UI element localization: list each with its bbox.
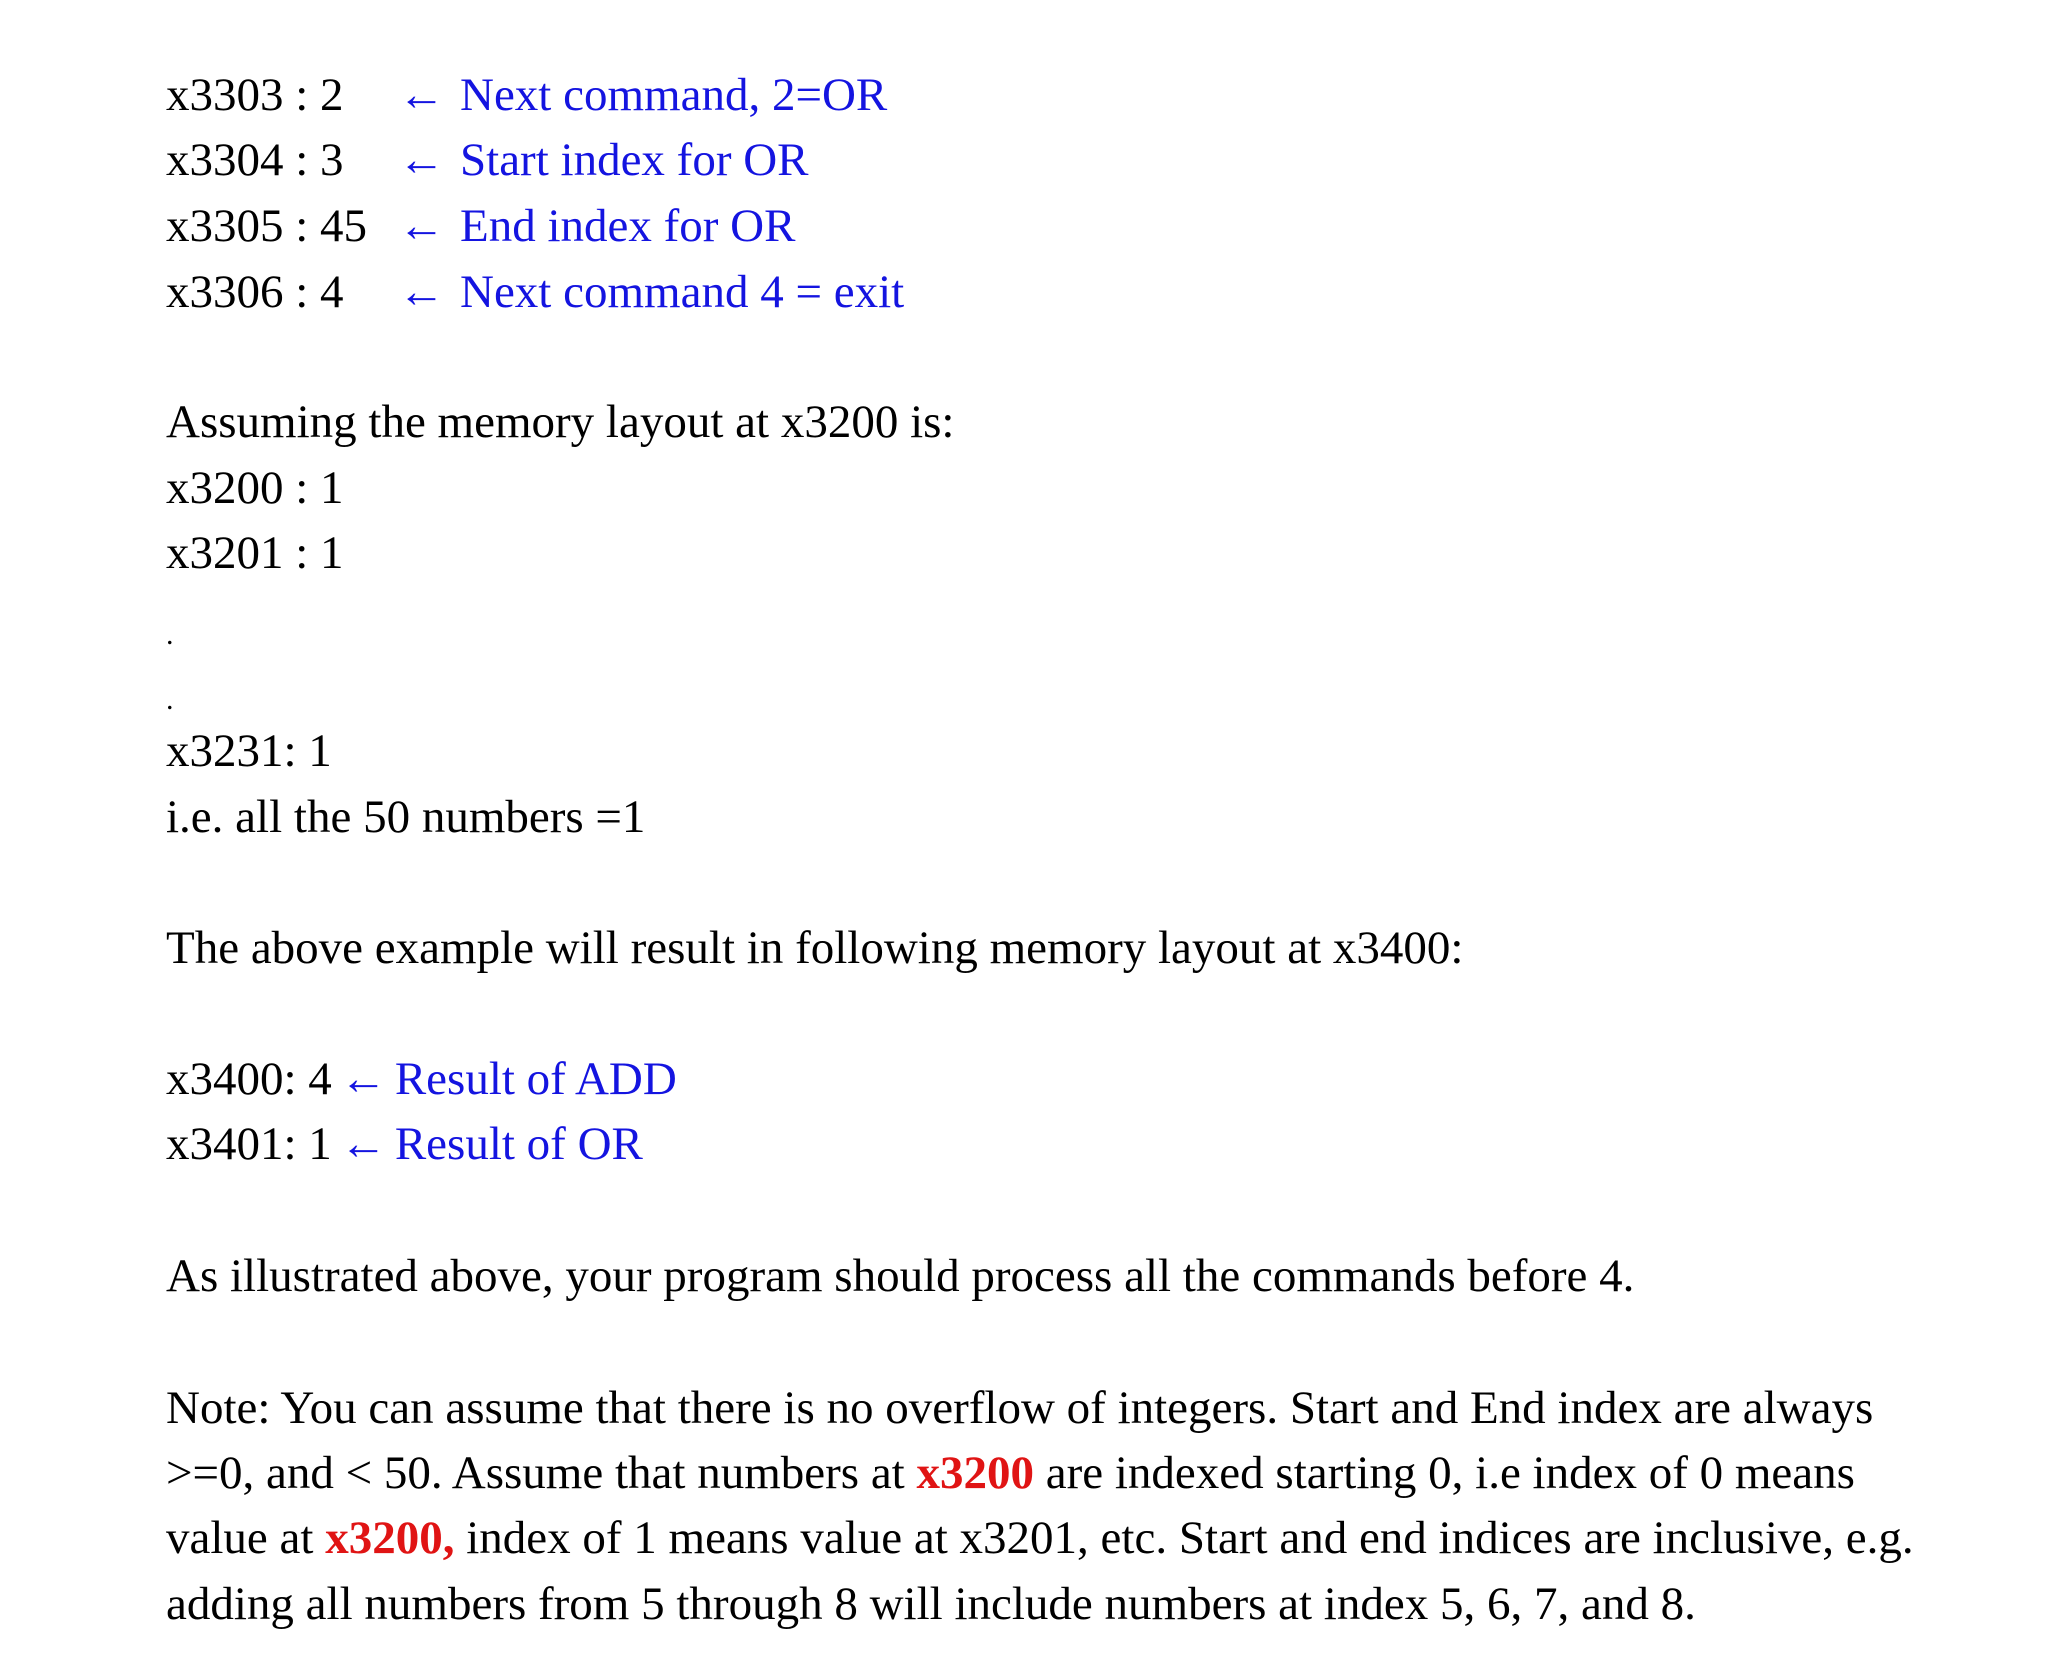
- left-arrow-icon: ←: [398, 200, 445, 252]
- result-comment: Result of OR: [394, 1118, 643, 1170]
- note-text: value at: [166, 1512, 326, 1564]
- note-line: [166, 1508, 1914, 1568]
- result-intro: The above example will result in following memory layout at x3400:: [166, 922, 1464, 974]
- command-address: x3303 : 2: [166, 69, 344, 121]
- command-line: [166, 130, 809, 190]
- ellipsis-dot: .: [166, 683, 174, 716]
- left-arrow-icon: ←: [398, 69, 445, 121]
- result-line: [166, 1049, 677, 1109]
- note-line: Note: You can assume that there is no overflow of integers. Start and End index are always: [166, 1382, 1874, 1434]
- note-line: [166, 1443, 1855, 1503]
- command-address: x3305 : 45: [166, 200, 368, 252]
- memory-intro: Assuming the memory layout at x3200 is:: [166, 396, 955, 448]
- memory-line: x3201 : 1: [166, 527, 344, 579]
- result-address: x3401: 1: [166, 1118, 332, 1170]
- process-note: As illustrated above, your program should process all the commands before 4.: [166, 1250, 1635, 1302]
- memory-line: x3200 : 1: [166, 462, 344, 514]
- command-line: [166, 196, 795, 256]
- note-text: are indexed starting 0, i.e index of 0 means: [1034, 1447, 1855, 1499]
- note-line: adding all numbers from 5 through 8 will include numbers at index 5, 6, 7, and 8.: [166, 1578, 1696, 1630]
- command-comment: End index for OR: [460, 200, 796, 252]
- left-arrow-icon: ←: [339, 1118, 387, 1170]
- note-text: >=0, and < 50. Assume that numbers at: [166, 1447, 917, 1499]
- result-line: [166, 1114, 643, 1174]
- command-line: [166, 65, 887, 125]
- command-comment: Next command 4 = exit: [460, 266, 905, 318]
- command-comment: Start index for OR: [460, 134, 809, 186]
- memory-summary: i.e. all the 50 numbers =1: [166, 791, 646, 843]
- address-highlight: x3200,: [325, 1512, 455, 1564]
- left-arrow-icon: ←: [398, 134, 445, 186]
- result-comment: Result of ADD: [394, 1053, 677, 1105]
- left-arrow-icon: ←: [339, 1053, 387, 1105]
- command-address: x3306 : 4: [166, 266, 344, 318]
- command-address: x3304 : 3: [166, 134, 344, 186]
- command-line: [166, 262, 904, 322]
- note-text: index of 1 means value at x3201, etc. Start and end indices are inclusive, e.g.: [454, 1512, 1914, 1564]
- left-arrow-icon: ←: [398, 266, 445, 318]
- ellipsis-dot: .: [166, 618, 174, 651]
- result-address: x3400: 4: [166, 1053, 332, 1105]
- address-highlight: x3200: [916, 1447, 1034, 1499]
- memory-line-last: x3231: 1: [166, 725, 332, 777]
- command-comment: Next command, 2=OR: [460, 69, 888, 121]
